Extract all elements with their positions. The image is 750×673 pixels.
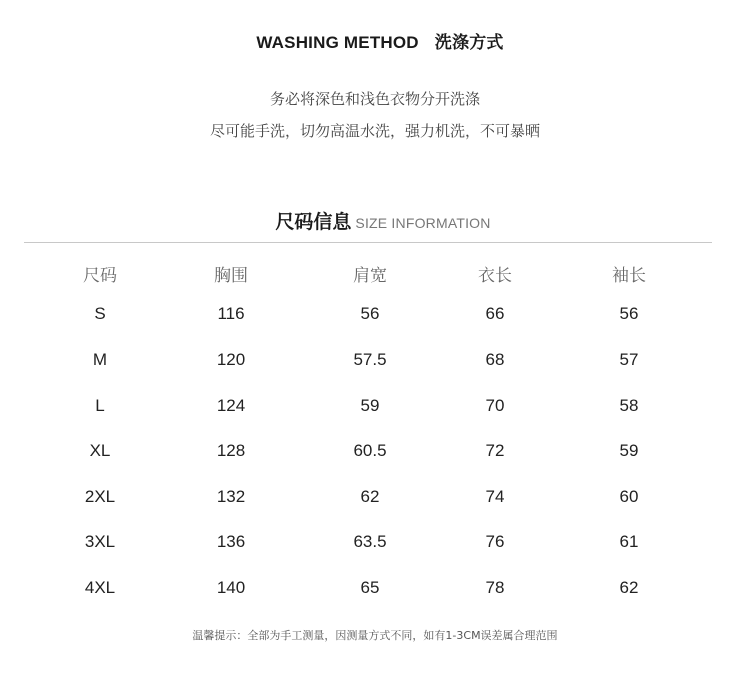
cell-shoulder: 56 (360, 304, 380, 323)
washing-title-zh: 洗涤方式 (434, 33, 504, 52)
cell-chest: 116 (217, 304, 245, 323)
cell-sleeve: 60 (619, 487, 639, 506)
washing-instruction-1: 务必将深色和浅色衣物分开洗涤 (269, 90, 480, 108)
cell-chest: 128 (216, 441, 246, 460)
column-header-length: 衣长 (478, 266, 512, 286)
cell-length: 78 (485, 578, 505, 597)
cell-chest: 140 (216, 578, 246, 597)
cell-size: S (94, 304, 106, 323)
cell-length: 72 (485, 441, 505, 460)
cell-length: 68 (485, 350, 505, 369)
column-header-sleeve: 袖长 (612, 266, 646, 286)
cell-length: 76 (485, 532, 505, 551)
cell-sleeve: 57 (619, 350, 639, 369)
size-information-heading (0, 207, 750, 234)
size-heading-zh: 尺码信息 (275, 211, 352, 233)
measurement-note: 温馨提示：全部为手工测量，因测量方式不同，如有1-3CM误差属合理范围 (192, 629, 558, 642)
cell-shoulder: 59 (360, 396, 380, 415)
cell-shoulder: 62 (360, 487, 380, 506)
cell-sleeve: 58 (619, 396, 639, 415)
size-heading-en: SIZE INFORMATION (355, 215, 491, 231)
cell-sleeve: 62 (619, 578, 639, 597)
cell-size: M (92, 350, 108, 369)
heading-divider (24, 242, 712, 243)
cell-sleeve: 59 (619, 441, 639, 460)
cell-length: 74 (485, 487, 505, 506)
cell-length: 66 (485, 304, 505, 323)
cell-shoulder: 65 (360, 578, 380, 597)
cell-sleeve: 61 (619, 532, 639, 551)
cell-chest: 132 (216, 487, 246, 506)
washing-title-en: WASHING METHOD (256, 33, 419, 52)
washing-instruction-2: 尽可能手洗，切勿高温水洗，强力机洗，不可暴晒 (209, 122, 540, 140)
cell-chest: 136 (216, 532, 246, 551)
cell-shoulder: 63.5 (353, 532, 387, 551)
column-header-shoulder: 肩宽 (353, 266, 387, 286)
cell-size: 3XL (84, 532, 116, 551)
washing-method-title (0, 28, 750, 53)
cell-size: L (95, 396, 105, 415)
column-header-size: 尺码 (83, 266, 117, 286)
cell-shoulder: 60.5 (353, 441, 387, 460)
cell-chest: 120 (216, 350, 246, 369)
cell-size: 2XL (84, 487, 116, 506)
cell-sleeve: 56 (619, 304, 639, 323)
cell-length: 70 (485, 396, 505, 415)
cell-chest: 124 (216, 396, 246, 415)
column-header-chest: 胸围 (214, 266, 248, 286)
cell-size: XL (89, 441, 111, 460)
cell-shoulder: 57.5 (353, 350, 387, 369)
cell-size: 4XL (84, 578, 116, 597)
